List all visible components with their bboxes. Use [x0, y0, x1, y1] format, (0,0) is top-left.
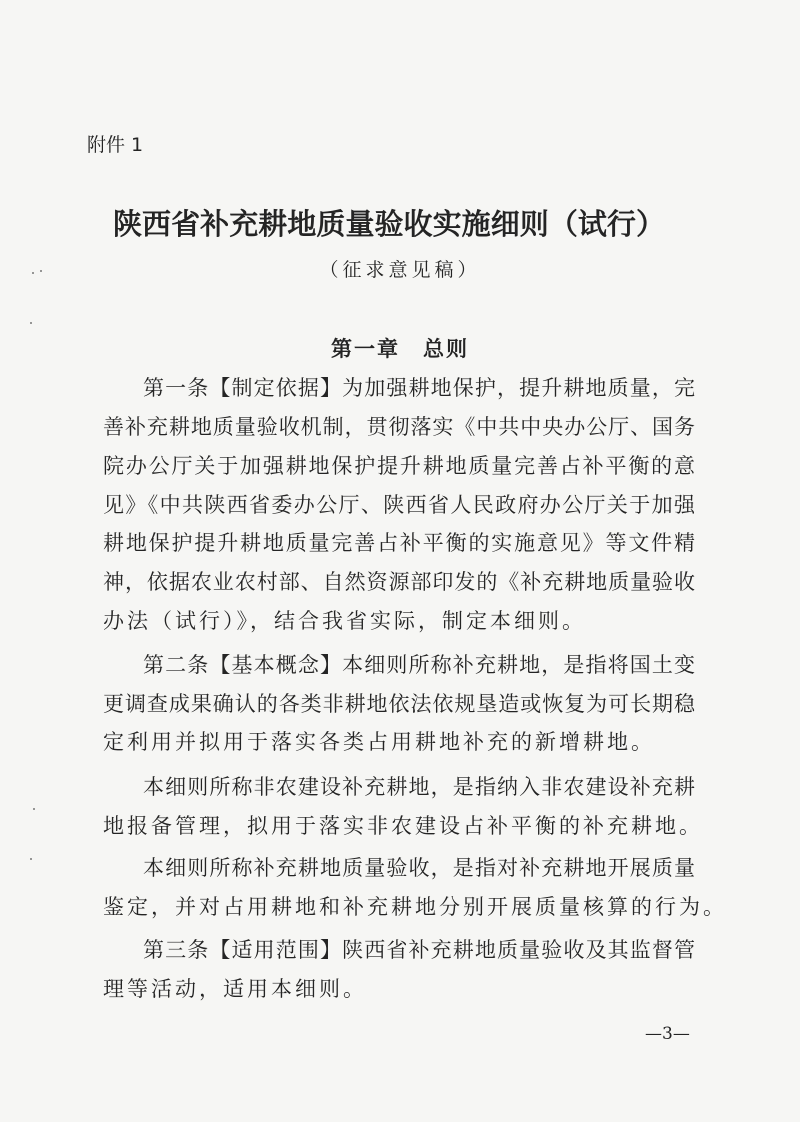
text-line: 院办公厅关于加强耕地保护提升耕地质量完善占补平衡的意: [103, 454, 695, 478]
text-line: 第一条【制定依据】为加强耕地保护，提升耕地质量，完: [143, 376, 695, 400]
attachment-label: 附件 1: [87, 134, 144, 156]
text-line: 善补充耕地质量验收机制，贯彻落实《中共中央办公厅、国务: [103, 415, 695, 439]
scan-speck: [30, 858, 32, 860]
scan-speck: [32, 272, 34, 274]
text-line: 理等活动，适用本细则。: [103, 977, 367, 1001]
text-line: 地报备管理，拟用于落实非农建设占补平衡的补充耕地。: [103, 814, 703, 838]
text-line: 第三条【适用范围】陕西省补充耕地质量验收及其监督管: [143, 938, 695, 962]
scan-speck: [40, 270, 42, 272]
text-line: 本细则所称非农建设补充耕地，是指纳入非农建设补充耕: [143, 775, 695, 799]
text-line: 见》《中共陕西省委办公厅、陕西省人民政府办公厅关于加强: [103, 493, 695, 517]
text-line: 第二条【基本概念】本细则所称补充耕地，是指将国土变: [143, 653, 695, 677]
text-line: 办法（试行）》，结合我省实际，制定本细则。: [103, 609, 586, 633]
text-line: 耕地保护提升耕地质量完善占补平衡的实施意见》等文件精: [103, 531, 695, 555]
document-subtitle: （征求意见稿）: [319, 259, 481, 281]
text-line: 更调查成果确认的各类非耕地依法依规垦造或恢复为可长期稳: [103, 692, 695, 716]
chapter-heading: 第一章 总则: [331, 336, 469, 361]
document-title: 陕西省补充耕地质量验收实施细则（试行）: [113, 207, 665, 241]
scan-speck: [33, 808, 35, 810]
text-line: 本细则所称补充耕地质量验收，是指对补充耕地开展质量: [143, 856, 695, 880]
page-number: —3—: [645, 1024, 690, 1044]
scan-speck: [30, 322, 32, 324]
text-line: 神，依据农业农村部、自然资源部印发的《补充耕地质量验收: [103, 570, 695, 594]
text-line: 定利用并拟用于落实各类占用耕地补充的新增耕地。: [103, 730, 655, 754]
text-line: 鉴定，并对占用耕地和补充耕地分别开展质量核算的行为。: [103, 895, 727, 919]
